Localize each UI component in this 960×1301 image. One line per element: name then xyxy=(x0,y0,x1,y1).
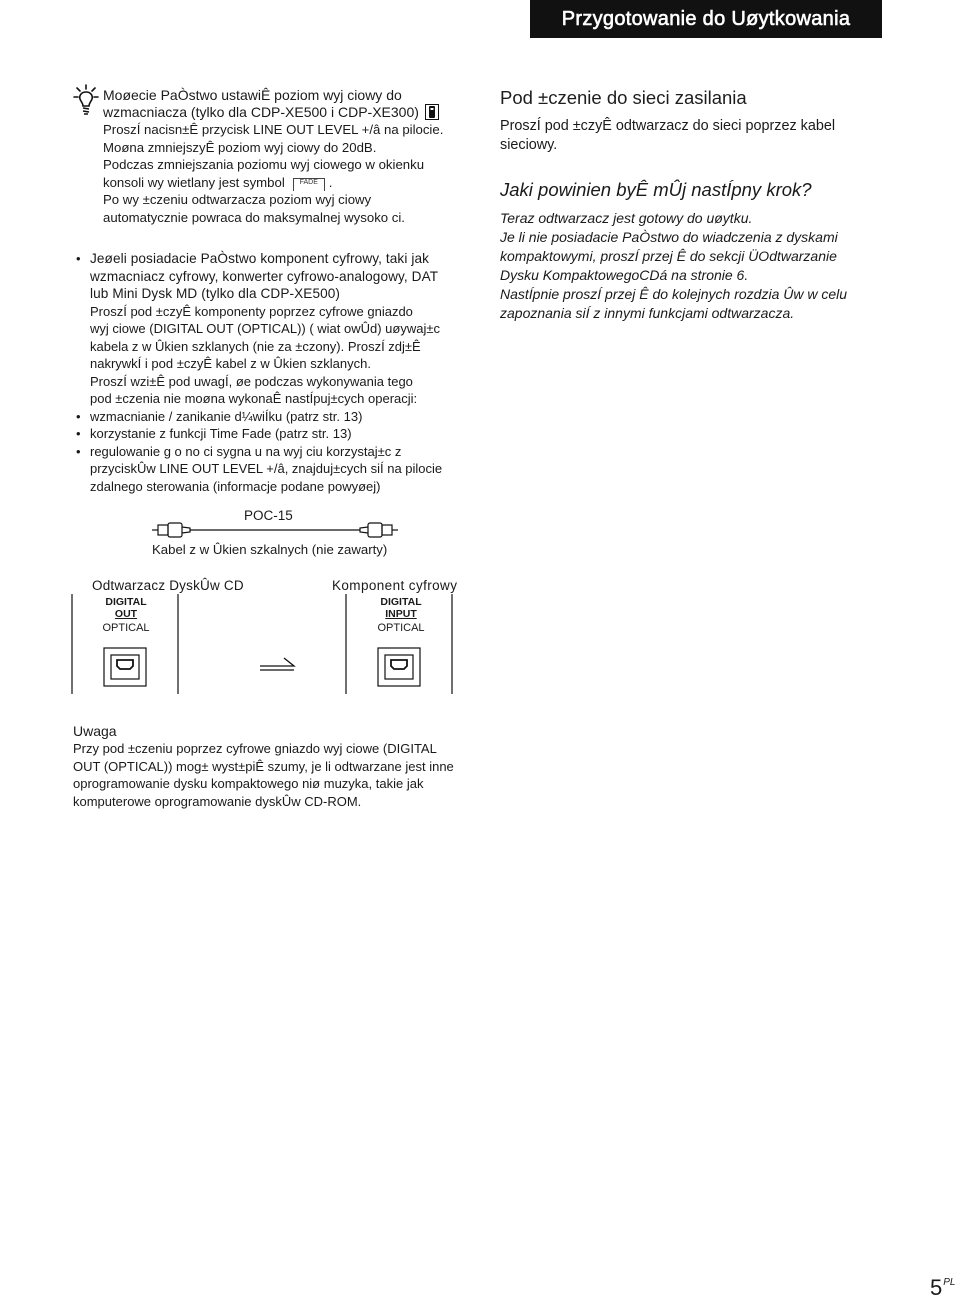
list-item: • korzystanie z funkcji Time Fade (patrz str. 13) xyxy=(90,425,470,443)
right-column xyxy=(500,87,855,323)
remote-control-icon xyxy=(425,104,439,120)
note-block: Uwaga Przy pod ±czeniu poprzez cyfrowe gniazdo wyj ciowe (DIGITAL OUT (OPTICAL)) mog± wyst±piÊ szumy, je li odtwarzane jest inne oprogramowanie dysku kompaktowego niø muzyka, takie jak komputerowe oprogramowanie dyskÛw CD-ROM. xyxy=(73,722,473,810)
digital-out-jack-label: DIGITAL OUT OPTICAL xyxy=(102,596,150,634)
section-body-power: ProszÍ pod ±czyÊ odtwarzacz do sieci poprzez kabel sieciowy. xyxy=(500,118,836,153)
fade-symbol: FADE xyxy=(293,178,325,191)
page-number: $5^{PL}$ xyxy=(930,1275,956,1300)
tip-block: Moøecie PaÒstwo ustawiÊ poziom wyj ciowy do wzmacniacza (tylko dla CDP-XE500 i CDP-XE300) ProszÍ nacisn±Ê przycisk LINE OUT LEVEL +/â na pilocie. Moøna zmniejszyÊ poziom wyj ciowy do 20dB. Podczas zmniejszania poziomu wyj ciowego w okienku konsoli wy wietlany jest symbol FADE . Po wy ±czeniu odtwarzacza poziom wyj ciowy automatycznie powraca do maksymalnej wysoko ci. xyxy=(103,87,473,227)
lightbulb-tip-icon xyxy=(73,84,99,116)
digital-component-bullet xyxy=(76,250,470,495)
digital-component-label: Komponent cyfrowy xyxy=(332,578,458,593)
bullet-lead: Jeøeli posiadacie PaÒstwo komponent cyfrowy, taki jak wzmacniacz cyfrowy, konwerter cyfrowo-analogowy, DAT lub Mini Dysk MD (tylko dla CDP-XE500) xyxy=(90,251,439,301)
cd-player-panel xyxy=(70,594,180,694)
restriction-list xyxy=(90,408,470,496)
cable-model-label: POC-15 xyxy=(244,508,293,523)
list-item: • regulowanie g o no ci sygna u na wyj ciu korzystaj±c z przyciskÛw LINE OUT LEVEL +/â, znajduj±cych siÍ na pilocie zdalnego sterowania (informacje podane powyøej) xyxy=(90,443,470,496)
digital-input-jack-label: DIGITAL INPUT OPTICAL xyxy=(377,596,425,634)
tip-heading: Moøecie PaÒstwo ustawiÊ poziom wyj ciowy do wzmacniacza (tylko dla CDP-XE500 i CDP-XE300) xyxy=(103,87,473,121)
cd-player-label: Odtwarzacz DyskÛw CD xyxy=(92,578,244,593)
list-item: • wzmacnianie / zanikanie d¼wiÍku (patrz str. 13) xyxy=(90,408,470,426)
note-title: Uwaga xyxy=(73,723,117,739)
signal-direction-arrow-icon xyxy=(258,652,298,674)
bullet-body: ProszÍ pod ±czyÊ komponenty poprzez cyfrowe gniazdo wyj ciowe (DIGITAL OUT (OPTICAL)) ( wiat owÛd) uøywaj±c kabela z w Ûkien szklanych (nie za ±czony). ProszÍ zdj±Ê nakrywkÍ i pod ±czyÊ kabel z w Ûkien szklanych. ProszÍ wzi±Ê pod uwagÍ, øe podczas wykonywania tego pod ±czenia nie moøna wykonaÊ nastÍpuj±cych operacji: xyxy=(90,303,440,406)
section-heading-next-step: Jaki powinien byÊ mÛj nastÍpny krok? xyxy=(500,179,812,200)
page-header-title: Przygotowanie do Uøytkowania xyxy=(561,7,851,30)
optical-cable-illustration xyxy=(150,518,400,542)
section-heading-power: Pod ±czenie do sieci zasilania xyxy=(500,87,747,108)
bullet-dot: • xyxy=(76,251,81,266)
header-bar xyxy=(530,0,882,38)
section-body-next-step: Teraz odtwarzacz jest gotowy do uøytku. Je li nie posiadacie PaÒstwo do wiadczenia z dyskami kompaktowymi, proszÍ przej Ê do sekcji ÜOdtwarzanie Dysku KompaktowegoCDá na stronie 6. NastÍpnie proszÍ przej Ê do kolejnych rozdzia Ûw w celu zapoznania siÍ z innymi funkcjami odtwarzacza. xyxy=(500,210,848,321)
digital-component-panel xyxy=(344,594,454,694)
cable-caption: Kabel z w Ûkien szkalnych (nie zawarty) xyxy=(152,542,388,557)
